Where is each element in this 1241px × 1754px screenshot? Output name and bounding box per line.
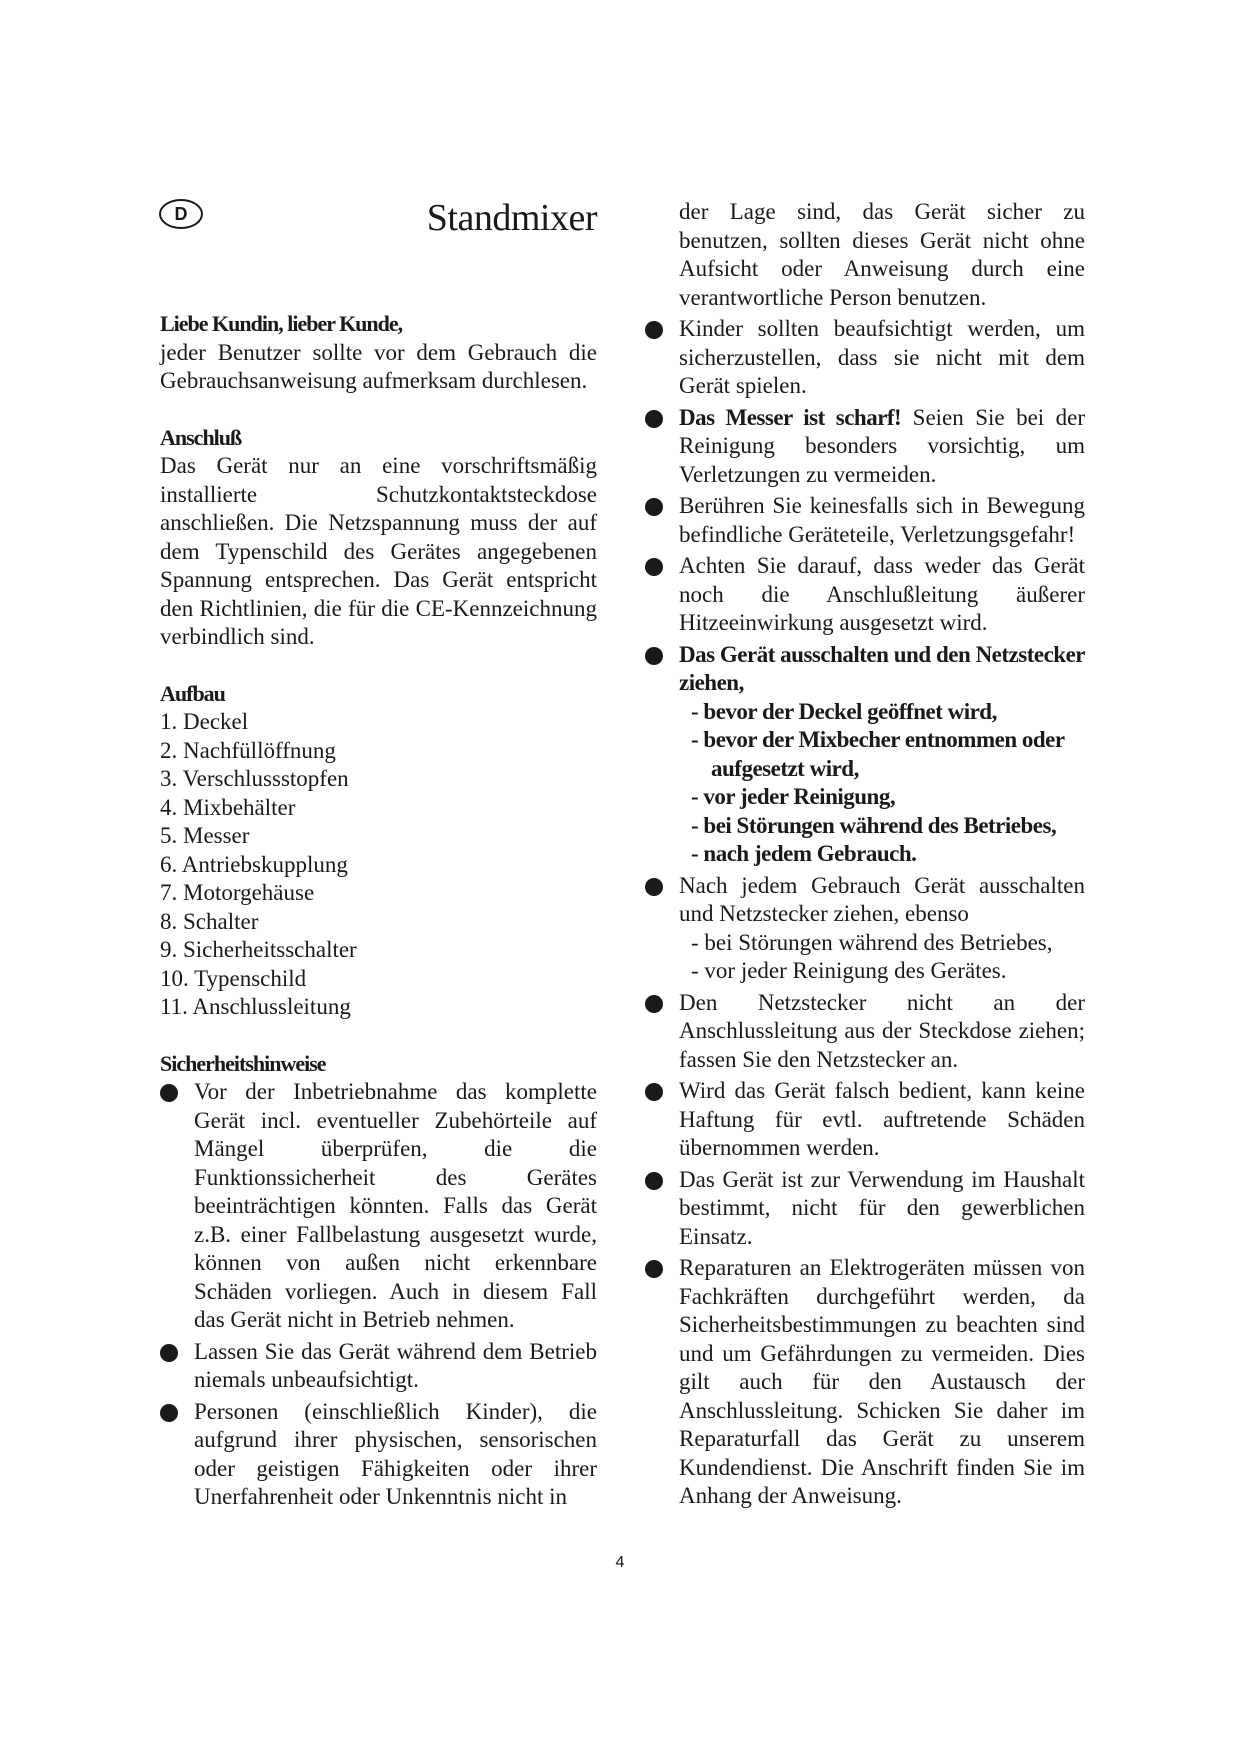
left-column: [160, 310, 597, 1515]
safety-item: Das Gerät ist zur Verwendung im Haushalt bestimmt, nicht für den gewerblichen Einsatz.: [645, 1166, 1085, 1252]
bullet-icon: [645, 321, 663, 339]
bullet-icon: [160, 1344, 178, 1362]
bullet-icon: [645, 498, 663, 516]
bullet-icon: [645, 1172, 663, 1190]
bullet-icon: [160, 1084, 178, 1102]
list-item: 3. Verschlussstopfen: [160, 766, 349, 791]
safety-item: Das Gerät ausschalten und den Netzstecker ziehen, - bevor der Deckel geöffnet wird, - bevor der Mixbecher entnommen oder aufgesetzt wird, - vor jeder Reinigung, - bei Störungen während des Betriebes, - nach jedem Gebrauch.: [645, 641, 1085, 869]
safety-item-continued: der Lage sind, das Gerät sicher zu benutzen, sollten dieses Gerät nicht ohne Aufsicht oder Anweisung durch eine verantwortliche Person benutzen.: [679, 199, 1085, 310]
list-item: 6. Antriebskupplung: [160, 851, 348, 877]
list-item: 10. Typenschild: [160, 965, 307, 991]
list-item: 8. Schalter: [160, 908, 259, 934]
safety-item: Reparaturen an Elektrogeräten müssen von Fachkräften durchgeführt werden, da Sicherheitsbestimmungen zu beachten sind und um Gefährdungen zu vermeiden. Dies gilt auch für den Austausch der Anschlussleitung. Schicken Sie daher im Reparaturfall das Gerät zu unserem Kundendienst. Die Anschrift finden Sie im Anhang der Anweisung.: [645, 1254, 1085, 1511]
bullet-icon: [645, 878, 663, 896]
safety-item: Den Netzstecker nicht an der Anschlussleitung aus der Steckdose ziehen; fassen Sie den Netzstecker an.: [645, 989, 1085, 1075]
connection-text: Das Gerät nur an eine vorschriftsmäßig installierte Schutzkontaktsteckdose anschließen. Die Netzspannung muss der auf dem Typenschild des Gerätes angegebenen Spannung entsprechen. Das Gerät entspricht den Richtlinien, die für die CE-Kennzeichnung verbindlich sind.: [160, 453, 597, 649]
bullet-icon: [645, 995, 663, 1013]
list-item: 4. Mixbehälter: [160, 794, 296, 820]
safety-item: Nach jedem Gebrauch Gerät ausschalten und Netzstecker ziehen, ebenso - bei Störungen während des Betriebes, - vor jeder Reinigung des Gerätes.: [645, 872, 1085, 986]
greeting-heading: Liebe Kundin, lieber Kunde,: [160, 311, 403, 336]
safety-list-right: [645, 315, 1085, 1511]
page-number: 4: [615, 1554, 625, 1571]
list-item: 11. Anschlussleitung: [160, 994, 351, 1019]
page-title: Standmixer: [426, 197, 597, 239]
list-item: 1. Deckel: [160, 709, 249, 734]
bullet-icon: [160, 1404, 178, 1422]
language-badge: D: [159, 199, 203, 229]
safety-item: Wird das Gerät falsch bedient, kann keine Haftung für evtl. auftretende Schäden übernommen werden.: [645, 1077, 1085, 1163]
list-item: 9. Sicherheitsschalter: [160, 937, 357, 962]
right-column: [645, 198, 1085, 1514]
safety-item: Kinder sollten beaufsichtigt werden, um sicherzustellen, dass sie nicht mit dem Gerät spielen.: [645, 315, 1085, 401]
connection-heading: Anschluß: [160, 424, 242, 450]
bullet-icon: [645, 410, 663, 428]
bullet-icon: [645, 1260, 663, 1278]
bullet-icon: [645, 558, 663, 576]
safety-item: Vor der Inbetriebnahme das komplette Gerät incl. eventueller Zubehörteile auf Mängel überprüfen, die die Funktionssicherheit des Gerätes beeinträchtigen könnten. Falls das Gerät z.B. einer Fallbelastung ausgesetzt wurde, können von außen nicht erkennbare Schäden vorliegen. Auch in diesem Fall das Gerät nicht in Betrieb nehmen.: [160, 1078, 597, 1335]
list-item: 7. Motorgehäuse: [160, 880, 315, 905]
safety-heading: Sicherheitshinweise: [160, 1050, 326, 1076]
greeting-text: jeder Benutzer sollte vor dem Gebrauch die Gebrauchsanweisung aufmerksam durchlesen.: [160, 339, 597, 393]
safety-list-left: [160, 1078, 597, 1512]
assembly-heading: Aufbau: [160, 680, 225, 706]
safety-item: Das Messer ist scharf! Seien Sie bei der Reinigung besonders vorsichtig, um Verletzungen zu vermeiden.: [645, 404, 1085, 490]
safety-item: Achten Sie darauf, dass weder das Gerät noch die Anschlußleitung äußerer Hitzeeinwirkung ausgesetzt wird.: [645, 552, 1085, 638]
bullet-icon: [645, 647, 663, 665]
list-item: 5. Messer: [160, 823, 250, 848]
safety-item: Lassen Sie das Gerät während dem Betrieb niemals unbeaufsichtigt.: [160, 1338, 597, 1395]
bullet-icon: [645, 1083, 663, 1101]
safety-item: Personen (einschließlich Kinder), die aufgrund ihrer physischen, sensorischen oder geistigen Fähigkeiten oder ihrer Unerfahrenheit oder Unkenntnis nicht in: [160, 1398, 597, 1512]
parts-list: [160, 708, 597, 1022]
safety-item: Berühren Sie keinesfalls sich in Bewegung befindliche Geräteteile, Verletzungsgefahr!: [645, 492, 1085, 549]
list-item: 2. Nachfüllöffnung: [160, 737, 336, 763]
